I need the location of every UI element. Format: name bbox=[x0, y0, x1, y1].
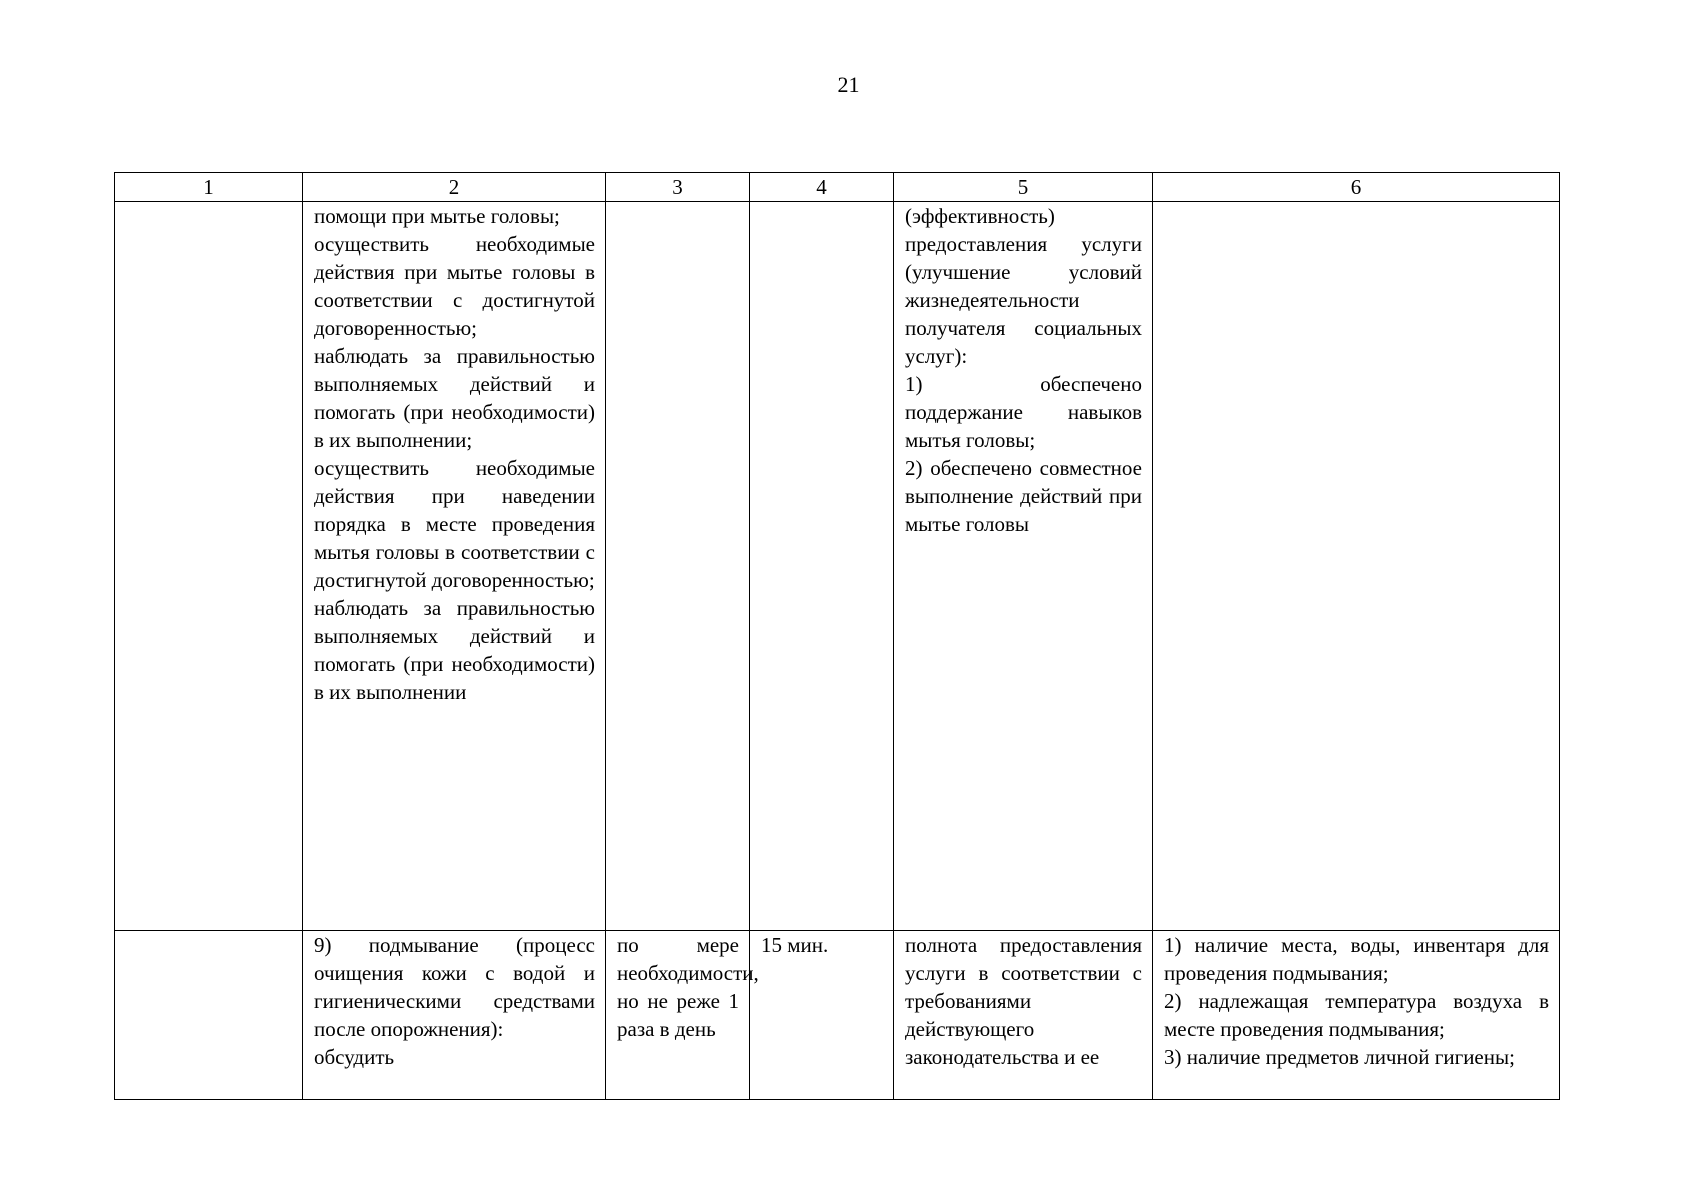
column-header-3: 3 bbox=[606, 173, 750, 202]
column-header-4: 4 bbox=[750, 173, 894, 202]
column-header-5: 5 bbox=[894, 173, 1153, 202]
cell-conditions: 1) наличие места, воды, инвентаря для проведения подмывания; 2) надлежащая температура воздуха в месте проведения подмывания; 3) наличие предметов личной гигиены; bbox=[1153, 931, 1560, 1100]
cell-service-description: 9) подмывание (процесс очищения кожи с водой и гигиеническими средствами после опорожнения): обсудить bbox=[303, 931, 606, 1100]
cell-quality-indicators: (эффективность) предоставления услуги (улучшение условий жизнедеятельности получателя социальных услуг): 1) обеспечено поддержание навыков мытья головы; 2) обеспечено совместное выполнение действий при мытье головы bbox=[894, 202, 1153, 931]
cell-service-description: помощи при мытье головы; осуществить необходимые действия при мытье головы в соответствии с достигнутой договоренностью; наблюдать за правильностью выполняемых действий и помогать (при необходимости) в их выполнении; осуществить необходимые действия при наведении порядка в месте проведения мытья головы в соответствии с достигнутой договоренностью; наблюдать за правильностью выполняемых действий и помогать (при необходимости) в их выполнении bbox=[303, 202, 606, 931]
services-table bbox=[114, 172, 1560, 1100]
table-header-row bbox=[115, 173, 1560, 202]
table-row bbox=[115, 931, 1560, 1100]
cell-quality-indicators: полнота предоставления услуги в соответствии с требованиями действующего законодательства и ее bbox=[894, 931, 1153, 1100]
cell-service-group bbox=[115, 202, 303, 931]
cell-frequency: по мере необходимости, но не реже 1 раза в день bbox=[606, 931, 750, 1100]
cell-frequency bbox=[606, 202, 750, 931]
column-header-6: 6 bbox=[1153, 173, 1560, 202]
page-number: 21 bbox=[837, 72, 860, 97]
cell-duration bbox=[750, 202, 894, 931]
column-header-2: 2 bbox=[303, 173, 606, 202]
cell-conditions bbox=[1153, 202, 1560, 931]
cell-duration: 15 мин. bbox=[750, 931, 894, 1100]
cell-service-group bbox=[115, 931, 303, 1100]
column-header-1: 1 bbox=[115, 173, 303, 202]
table-row bbox=[115, 202, 1560, 931]
